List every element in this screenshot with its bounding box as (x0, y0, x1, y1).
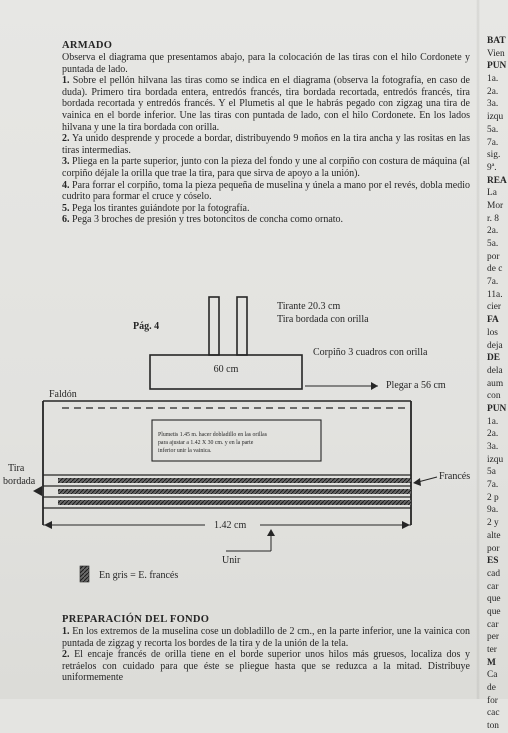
column-fragment: dela (487, 365, 503, 376)
step-text: En los extremos de la muselina cose un dobladillo de 2 cm., en la parte inferior, une la vainica con puntada de zigzag y recorta los bordes de la tira y de la unión de la tela. (62, 626, 471, 649)
column-fragment: por (487, 543, 500, 554)
column-fragment: 2 y (487, 518, 499, 529)
column-fragment: deja (487, 340, 503, 351)
step-number: 2. (62, 649, 70, 661)
armado-step (62, 180, 470, 203)
page-fold (476, 0, 480, 699)
column-fragment: 7a. (487, 277, 499, 288)
column-fragment: 9a. (487, 505, 499, 516)
frances-leader (418, 477, 437, 482)
column-fragment: cier (487, 302, 502, 313)
note-line: para ajustar a 1.42 X 30 cm. y en la parte (158, 440, 254, 446)
column-fragment: BAT (487, 36, 506, 46)
preparacion-step (62, 626, 470, 649)
column-fragment: izqu (487, 112, 504, 123)
step-text: Sobre el pellón hilvana las tiras como se indica en el diagrama (observa la fotografía, en caso de duda). Primero tira bordada entera, entredós francés, tira bordada recortada, entredós francés, tira bordada recortada y entredós francés. Y el Plumetis al que le habrás pegado con zigzag una tira de vainica en el borde inferior. Une las tiras con puntada de lado, con el hilo Cordonete. En los lados hilvana y une la tira bordada con orilla. (62, 75, 470, 133)
unir-label: Unir (222, 555, 241, 566)
strap-right (237, 297, 247, 355)
column-fragment: La (487, 188, 497, 199)
column-fragment: 3a. (487, 442, 499, 452)
column-fragment: Vien (487, 48, 505, 59)
column-fragment: de c (487, 264, 503, 275)
column-fragment: 2a. (487, 86, 499, 97)
armado-step (62, 75, 470, 133)
step-text: El encaje francés de orilla tiene en el borde superior unos hilos más gruesos, localiza dos y retráelos con cuidado para que éste se pliegue hasta que se reduzca a la mitad. Distribuye uniformemente (62, 649, 470, 684)
preparacion-section (62, 614, 470, 684)
legend-swatch (80, 566, 89, 582)
plegar-label: Plegar a 56 cm (386, 380, 446, 391)
step-number: 2. (62, 133, 70, 145)
width-label: 1.42 cm (214, 520, 247, 531)
column-fragment: per (487, 632, 499, 643)
step-text: Ya unido desprende y procede a bordar, distribuyendo 9 moños en la tira ancha y las rositas en las tiras intermedias. (62, 133, 470, 156)
column-fragment: que (487, 606, 501, 617)
step-text: Pega 3 broches de presión y tres botoncitos de concha como ornato. (72, 214, 344, 226)
armado-section (62, 40, 470, 226)
column-fragment: ton (487, 721, 499, 732)
column-fragment: cac (487, 708, 500, 719)
frances-arrow (413, 478, 421, 486)
column-fragment: cad (487, 568, 501, 579)
column-fragment: 5a (487, 467, 496, 478)
plegar-arrow (371, 382, 378, 390)
column-fragment: alte (487, 530, 501, 541)
column-fragment: PUN (487, 403, 507, 414)
page-label: Pág. 4 (133, 321, 160, 332)
column-fragment: ter (487, 645, 497, 655)
column-fragment: 11a. (487, 289, 503, 300)
french-lace-strip (58, 478, 411, 483)
legend-label: En gris = E. francés (99, 570, 179, 581)
step-number: 3. (62, 156, 70, 168)
column-fragment: 2a. (487, 429, 499, 440)
column-fragment: Ca (487, 670, 498, 681)
column-fragment: r. 8 (487, 213, 499, 224)
armado-step (62, 156, 470, 179)
column-fragment: 3a. (487, 99, 499, 110)
column-fragment: ES (487, 556, 499, 567)
column-fragment: sig. (487, 150, 501, 161)
step-number: 6. (62, 214, 70, 226)
column-fragment: 2 p (487, 492, 499, 503)
faldon-label: Faldón (49, 389, 77, 400)
corpino-label: Corpiño 3 cuadros con orilla (313, 347, 428, 358)
column-fragment: Mor (487, 200, 504, 211)
french-lace-strip (58, 489, 411, 494)
column-fragment: los (487, 327, 498, 338)
step-text: Para forrar el corpiño, toma la pieza pequeña de muselina y únela a mano por el revés, dobla medio cudrito para formar el cruce y cóselo. (62, 179, 471, 203)
column-fragment: PUN (487, 61, 507, 72)
assembly-diagram (0, 285, 476, 585)
note-line: Plumetis 1.45 m. hacer dobladillo en las orillas (158, 432, 267, 438)
tira-label: Tira (8, 463, 25, 474)
column-fragment: con (487, 391, 501, 402)
column-fragment: 7a. (487, 480, 499, 491)
adjacent-column (487, 35, 508, 733)
step-number: 5. (62, 202, 70, 214)
step-text: Pega los tirantes guiándote por la fotografía. (72, 202, 250, 214)
note-line: inferior unir la vainica. (158, 448, 212, 454)
tirante-label: Tirante 20.3 cm (277, 301, 341, 312)
tira-orilla-label: Tira bordada con orilla (277, 314, 369, 325)
column-fragment: 1a. (487, 74, 499, 85)
unir-arrow (267, 529, 275, 536)
strap-left (209, 297, 219, 355)
column-fragment: 5a. (487, 124, 499, 135)
column-fragment: por (487, 251, 500, 262)
step-text: Pliega en la parte superior, junto con la pieza del fondo y une al corpiño con costura de máquina (al corpiño déjale la orilla que trae la tira, para que sirva de apoyo a la unión). (62, 156, 471, 179)
bodice-width-label: 60 cm (213, 364, 239, 375)
step-number: 4. (62, 179, 70, 191)
dimension-arrow-right (402, 521, 410, 529)
column-fragment: DE (487, 353, 501, 364)
preparacion-title: PREPARACIÓN DEL FONDO (62, 614, 210, 625)
column-fragment: de (487, 683, 496, 694)
column-fragment: M (487, 657, 496, 668)
column-fragment: for (487, 695, 498, 706)
column-fragment: 1a. (487, 416, 499, 427)
column-fragment: izqu (487, 454, 504, 465)
column-fragment: aum (487, 378, 504, 389)
dimension-arrow-left (44, 521, 52, 529)
bordada-label: bordada (3, 476, 36, 487)
armado-step (62, 203, 470, 215)
column-fragment: car (487, 619, 499, 630)
step-number: 1. (62, 626, 70, 637)
column-fragment: 9ª. (487, 162, 497, 173)
french-lace-strip (58, 500, 411, 505)
tira-arrow (33, 486, 42, 496)
column-fragment: REA (487, 175, 507, 186)
armado-step (62, 133, 470, 156)
column-fragment: 5a. (487, 239, 499, 249)
column-fragment: car (487, 581, 499, 592)
column-fragment: 7a. (487, 137, 499, 148)
column-fragment: FA (487, 315, 499, 326)
step-number: 1. (62, 75, 70, 87)
armado-step (62, 214, 470, 226)
frances-label: Francés (439, 471, 471, 482)
armado-title: ARMADO (62, 40, 113, 51)
armado-intro: Observa el diagrama que presentamos abajo, para la colocación de las tiras con el hilo Cordonete y puntada de lado. (62, 52, 470, 75)
preparacion-step (62, 649, 470, 684)
column-fragment: 2a. (487, 226, 499, 237)
column-fragment: que (487, 594, 501, 605)
